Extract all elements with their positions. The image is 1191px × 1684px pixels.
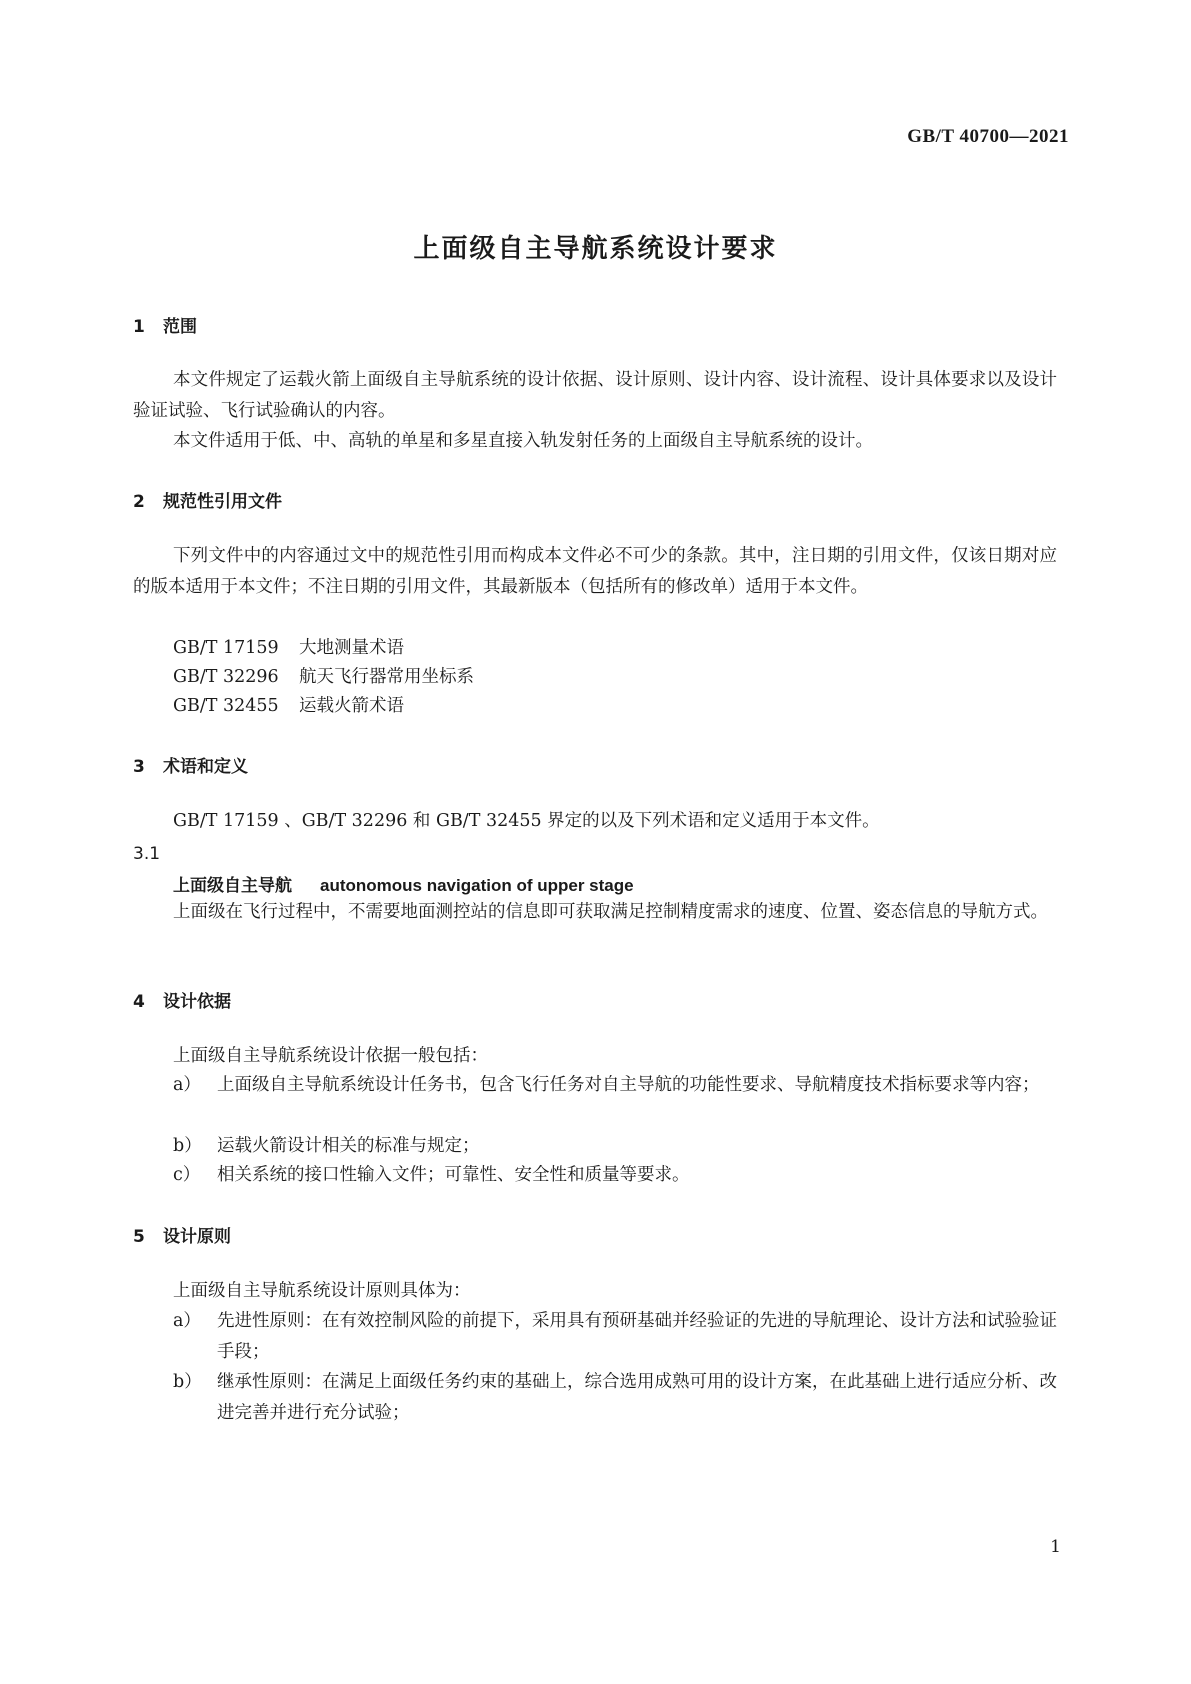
paragraph: 本文件适用于低、中、高轨的单星和多星直接入轨发射任务的上面级自主导航系统的设计。 (173, 431, 873, 451)
section-title: 设计依据 (163, 992, 231, 1012)
list-item (173, 1070, 1057, 1101)
section-number: 1 (133, 317, 145, 337)
reference-item (173, 662, 474, 693)
section-title: 范围 (163, 317, 197, 337)
term-definition: 上面级在飞行过程中，不需要地面测控站的信息即可获取满足控制精度需求的速度、位置、姿态信息的导航方式。 (173, 902, 1048, 922)
list-item (173, 1160, 1057, 1191)
reference-name: 大地测量术语 (299, 638, 404, 658)
list-item (173, 1131, 1057, 1162)
reference-item (173, 633, 404, 664)
section-number: 4 (133, 992, 145, 1012)
list-item (173, 1306, 1057, 1368)
reference-name: 运载火箭术语 (299, 696, 404, 716)
list-text: 相关系统的接口性输入文件；可靠性、安全性和质量等要求。 (217, 1165, 690, 1185)
document-title: 上面级自主导航系统设计要求 (413, 234, 778, 264)
list-marker: a） (173, 1075, 201, 1095)
term-english: autonomous navigation of upper stage (320, 876, 634, 895)
paragraph: GB/T 17159 、GB/T 32296 和 GB/T 32455 界定的以及下列术语和定义适用于本文件。 (173, 811, 880, 831)
list-marker: c） (173, 1165, 201, 1185)
term-entry (173, 871, 634, 896)
reference-code: GB/T 17159 (173, 638, 279, 658)
section-3-heading (133, 752, 248, 777)
standard-code: GB/T 40700—2021 (907, 126, 1069, 147)
list-marker: a） (173, 1311, 201, 1331)
term-chinese: 上面级自主导航 (173, 876, 292, 896)
paragraph: 上面级自主导航系统设计依据一般包括： (173, 1046, 488, 1066)
paragraph: 下列文件中的内容通过文中的规范性引用而构成本文件必不可少的条款。其中，注日期的引用文件，仅该日期对应的版本适用于本文件；不注日期的引用文件，其最新版本（包括所有的修改单）适用于本文件。 (133, 546, 1057, 597)
reference-name: 航天飞行器常用坐标系 (299, 667, 474, 687)
section-2-heading (133, 487, 282, 512)
term-number: 3.1 (133, 844, 161, 864)
section-title: 术语和定义 (163, 757, 248, 777)
section-1-heading (133, 312, 197, 337)
list-text: 继承性原则：在满足上面级任务约束的基础上，综合选用成熟可用的设计方案，在此基础上进行适应分析、改进完善并进行充分试验； (217, 1372, 1057, 1423)
section-number: 3 (133, 757, 145, 777)
section-number: 5 (133, 1227, 145, 1247)
list-text: 运载火箭设计相关的标准与规定； (217, 1136, 480, 1156)
reference-item (173, 691, 404, 722)
list-marker: b） (173, 1372, 202, 1392)
list-marker: b） (173, 1136, 202, 1156)
paragraph: 本文件规定了运载火箭上面级自主导航系统的设计依据、设计原则、设计内容、设计流程、设计具体要求以及设计验证试验、飞行试验确认的内容。 (133, 370, 1057, 421)
reference-code: GB/T 32455 (173, 696, 279, 716)
section-title: 设计原则 (163, 1227, 231, 1247)
section-4-heading (133, 987, 231, 1012)
reference-code: GB/T 32296 (173, 667, 279, 687)
section-number: 2 (133, 492, 145, 512)
list-text: 上面级自主导航系统设计任务书，包含飞行任务对自主导航的功能性要求、导航精度技术指标要求等内容； (217, 1075, 1040, 1095)
list-item (173, 1367, 1057, 1429)
section-title: 规范性引用文件 (163, 492, 282, 512)
page-number: 1 (1050, 1537, 1061, 1557)
section-5-heading (133, 1222, 231, 1247)
paragraph: 上面级自主导航系统设计原则具体为： (173, 1281, 471, 1301)
list-text: 先进性原则：在有效控制风险的前提下，采用具有预研基础并经验证的先进的导航理论、设计方法和试验验证手段； (217, 1311, 1057, 1362)
